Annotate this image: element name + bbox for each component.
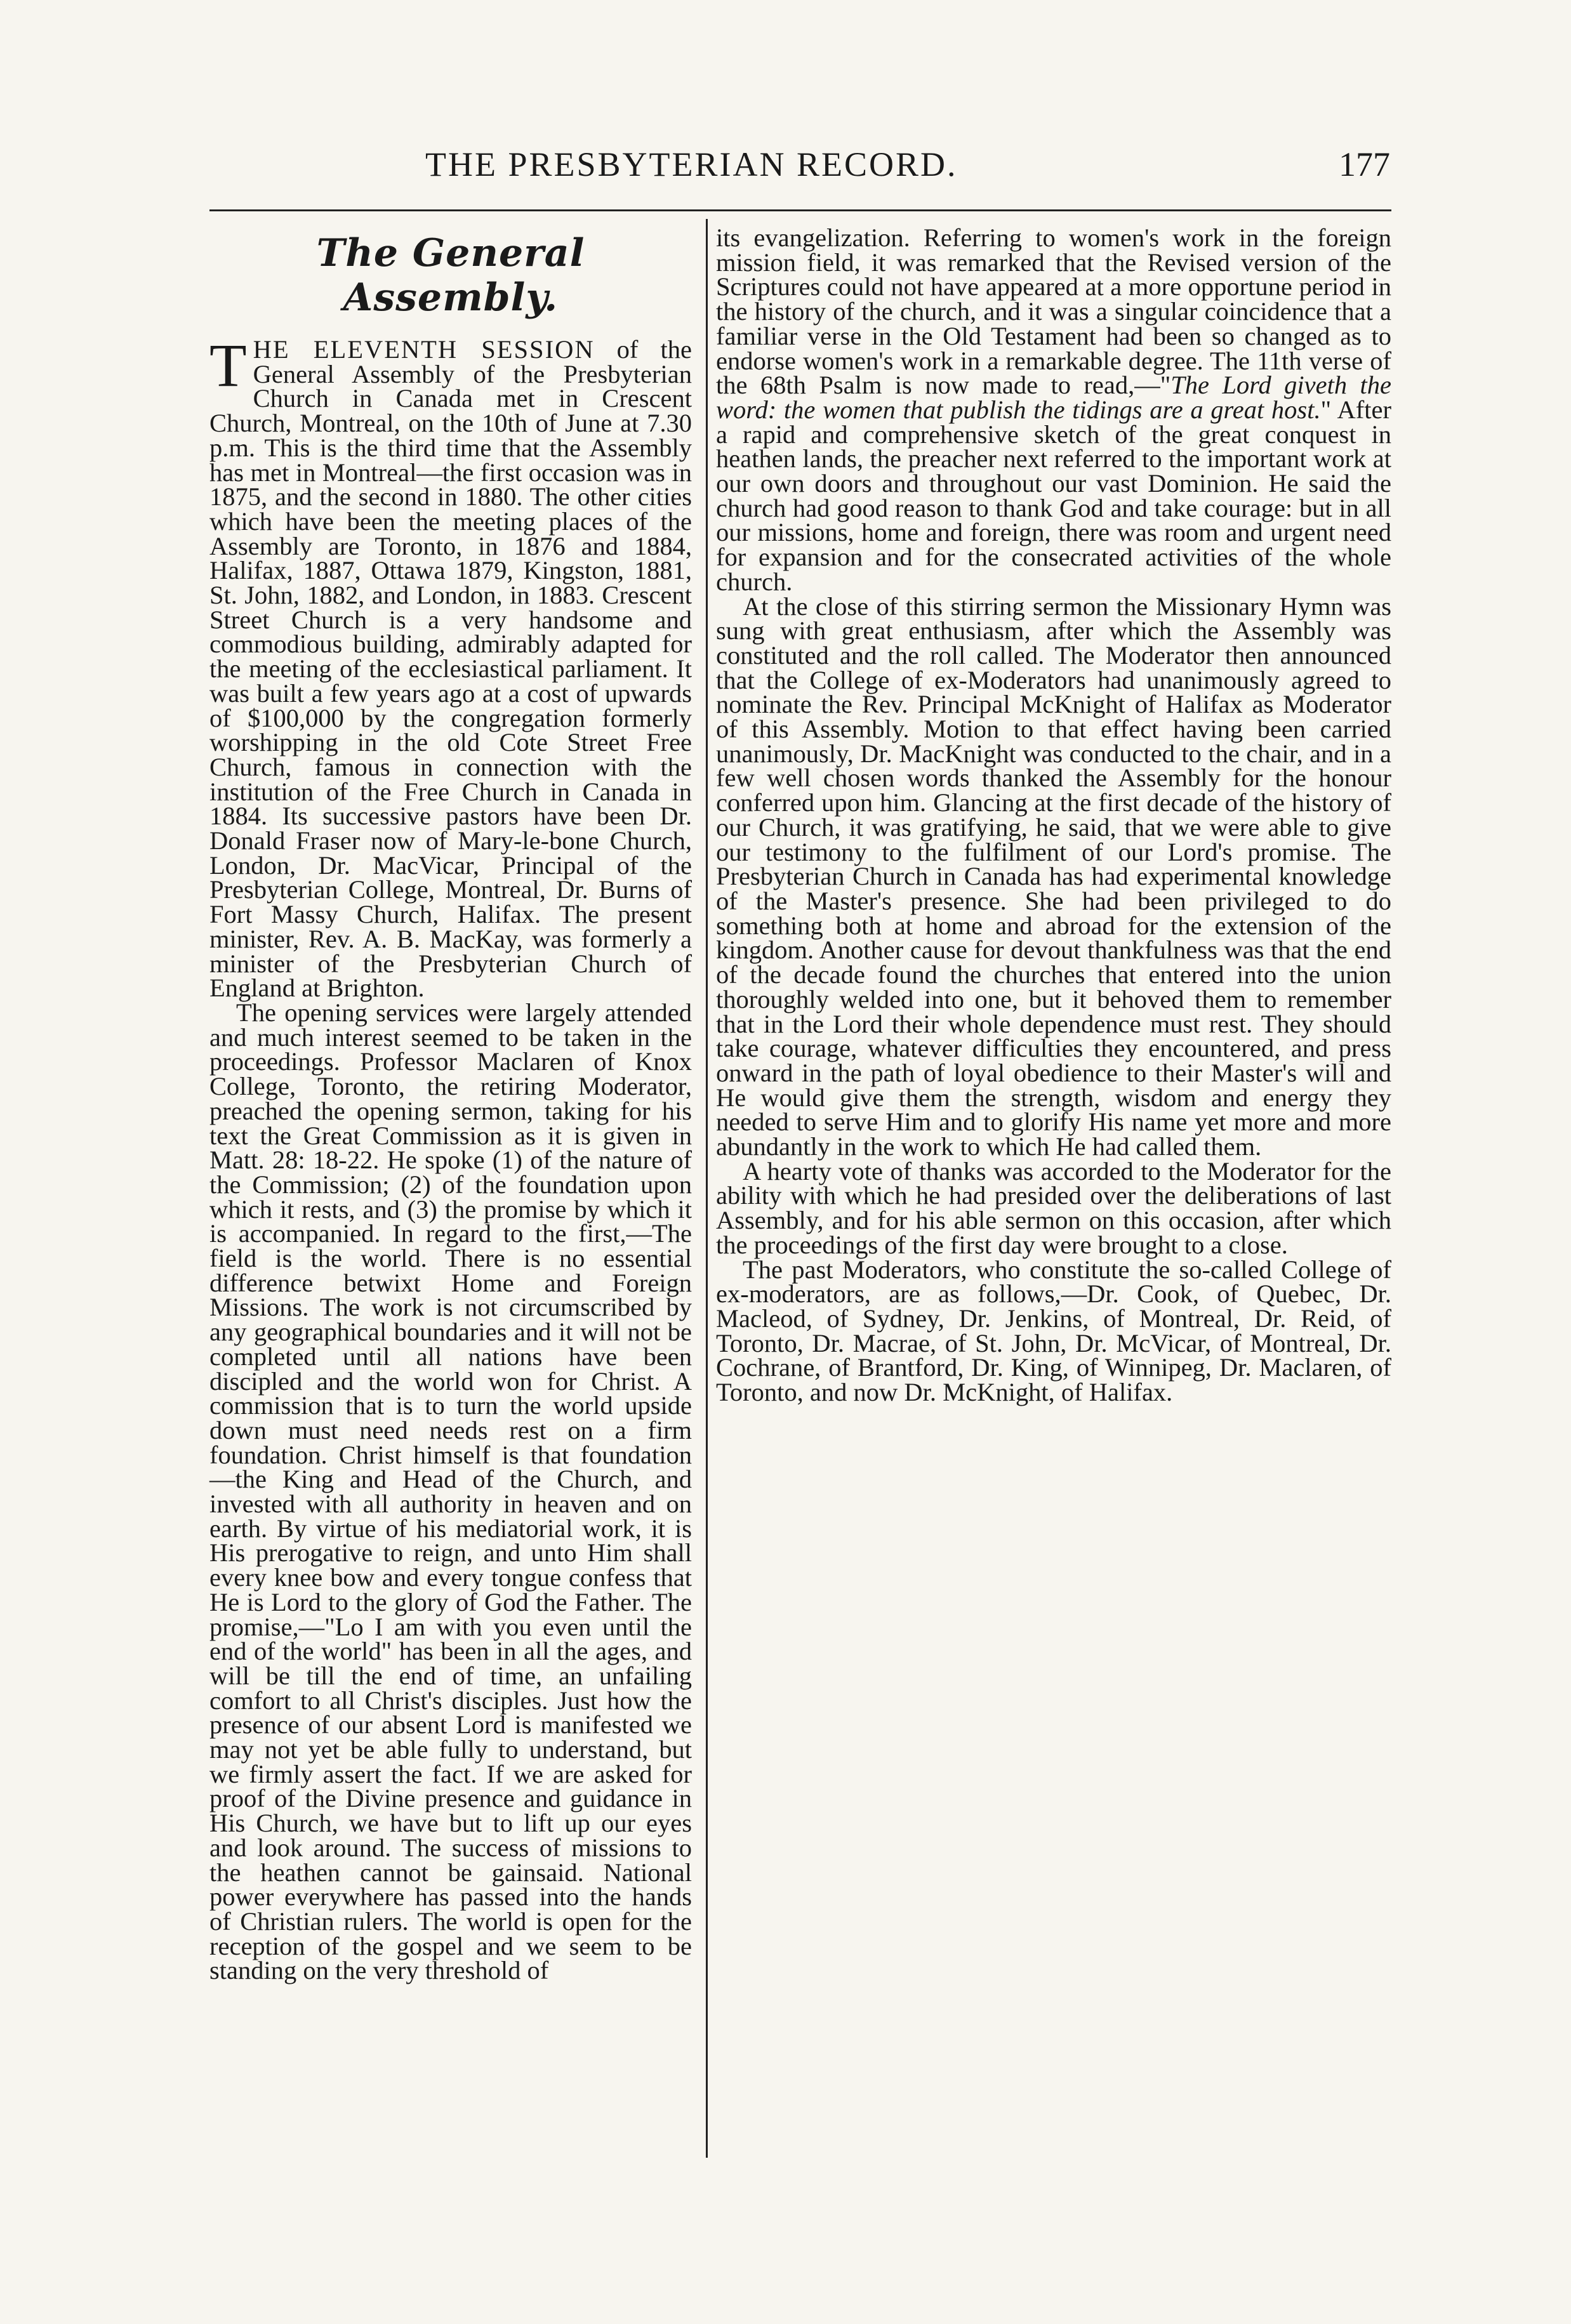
paragraph-text: of the General Assembly of the Presbyterian Church in Canada met in Crescent Church, Montreal, on the 10th of June at 7.30 p.m. This is the third time that the Assembly has met in Montreal—the first occasion was in 1875, and the second in 1880. The other cities which have been the meeting places of the Assembly are Toronto, in 1876 and 1884, Halifax, 1887, Ottawa 1879, Kingston, 1881, St. John, 1882, and London, in 1883. Crescent Street Church is a very handsome and commodious building, admirably adapted for the meeting of the ecclesiastical parliament. It was built a few years ago at a cost of upwards of $100,000 by the congregation formerly worshipping in the old Cote Street Free Church, famous in connection with the institution of the Free Church in Canada in 1884. Its successive pastors have been Dr. Donald Fraser now of Mary-le-bone Church, London, Dr. MacVicar, Principal of the Presbyterian College, Montreal, Dr. Burns of Fort Massy Church, Halifax. The present minister, Rev. A. B. MacKay, was formerly a minister of the Presbyterian Church of England at Brighton.	[209, 335, 692, 1003]
drop-cap: T	[209, 331, 247, 399]
lead-words: HE ELEVENTH SESSION	[253, 335, 595, 364]
article-paragraph-1	[209, 331, 692, 1003]
article-paragraph-2: The opening services were largely attended and much interest seemed to be taken in the proceedings. Professor Maclaren of Knox College, Toronto, the retiring Moderator, preached the opening sermon, taking for his text the Great Commission as it is given in Matt. 28: 18-22. He spoke (1) of the nature of the Commission; (2) of the foundation upon which it rests, and (3) the promise by which it is accompanied. In regard to the first,—The field is the world. There is no essential difference betwixt Home and Foreign Missions. The work is not circumscribed by any geographical boundaries and it will not be completed until all nations have been discipled and the world won for Christ. A commission that is to turn the world upside down must need needs rest on a firm foundation. Christ himself is that foundation—the King and Head of the Church, and invested with all authority in heaven and on earth. By virtue of his mediatorial work, it is His prerogative to reign, and unto Him shall every knee bow and every tongue confess that He is Lord to the glory of God the Father. The promise,—"Lo I am with you even until the end of the world" has been in all the ages, and will be till the end of time, an unfailing comfort to all Christ's disciples. Just how the presence of our absent Lord is manifested we may not yet be able fully to understand, but we firmly assert the fact. If we are asked for proof of the Divine presence and guidance in His Church, we have but to lift up our eyes and look around. The success of missions to the heathen cannot be gainsaid. National power everywhere has passed into the hands of Christian rulers. The world is open for the reception of the gospel and we seem to be standing on the very threshold of	[209, 998, 692, 1985]
article-title: The General Assembly.	[316, 231, 585, 320]
left-column	[209, 228, 692, 1983]
header-rule	[209, 209, 1391, 211]
psalm-quote: The Lord giveth the word: the women that publish the tidings are a great host.	[716, 371, 1391, 424]
column-divider	[706, 219, 708, 2158]
article-paragraph-3	[716, 223, 1391, 596]
paragraph-text: its evangelization. Referring to women's work in the foreign mission field, it was remarked that the Revised version of the Scriptures could not have appeared at a more opportune period in the history of the church, and it was a singular coincidence that a familiar verse in the Old Testament had been so changed as to endorse women's work in a remarkable degree. The 11th verse of the 68th Psalm is now made to read,—"	[716, 223, 1391, 400]
article-paragraph-6: The past Moderators, who constitute the so-called College of ex-moderators, are as follows,—Dr. Cook, of Quebec, Dr. Macleod, of Sydney, Dr. Jenkins, of Montreal, Dr. Reid, of Toronto, Dr. Macrae, of St. John, Dr. McVicar, of Montreal, Dr. Cochrane, of Brantford, Dr. King, of Winnipeg, Dr. Maclaren, of Toronto, and now Dr. McKnight, of Halifax.	[716, 1255, 1391, 1407]
article-paragraph-5: A hearty vote of thanks was accorded to the Moderator for the ability with which he had presided over the deliberations of last Assembly, and for his able sermon on this occasion, after which the proceedings of the first day were brought to a close.	[716, 1156, 1391, 1259]
right-column	[716, 223, 1391, 1407]
page-number: 177	[1339, 145, 1390, 183]
article-paragraph-4: At the close of this stirring sermon the Missionary Hymn was sung with great enthusiasm, after which the Assembly was constituted and the roll called. The Moderator then announced that the College of ex-Moderators had unanimously agreed to nominate the Rev. Principal McKnight of Halifax as Moderator of this Assembly. Motion to that effect having been carried unanimously, Dr. MacKnight was conducted to the chair, and in a few well chosen words thanked the Assembly for the honour conferred upon him. Glancing at the first decade of the history of our Church, it was gratifying, he said, that we were able to give our testimony to the fulfilment of our Lord's promise. The Presbyterian Church in Canada has had experimental knowledge of the Master's presence. She had been privileged to do something both at home and abroad for the extension of the kingdom. Another cause for devout thankfulness was that the end of the decade found the churches that entered into the union thoroughly welded into one, but it behoved them to remember that in the Lord their whole dependence must rest. They should take courage, whatever difficulties they encountered, and press onward in the path of loyal obedience to their Master's will and He would give them the strength, wisdom and energy they needed to serve Him and to glorify His name yet more and more abundantly in the work to which He had called them.	[716, 591, 1391, 1161]
running-title: THE PRESBYTERIAN RECORD.	[425, 145, 958, 183]
paragraph-text: " After a rapid and comprehensive sketch of the great conquest in heathen lands, the preacher next referred to the important work at our own doors and throughout our vast Dominion. He said the church had good reason to thank God and take courage: but in all our missions, home and foreign, there was room and urgent need for expansion and for the consecrated activities of the whole church.	[716, 395, 1391, 596]
page-header	[209, 145, 1390, 189]
